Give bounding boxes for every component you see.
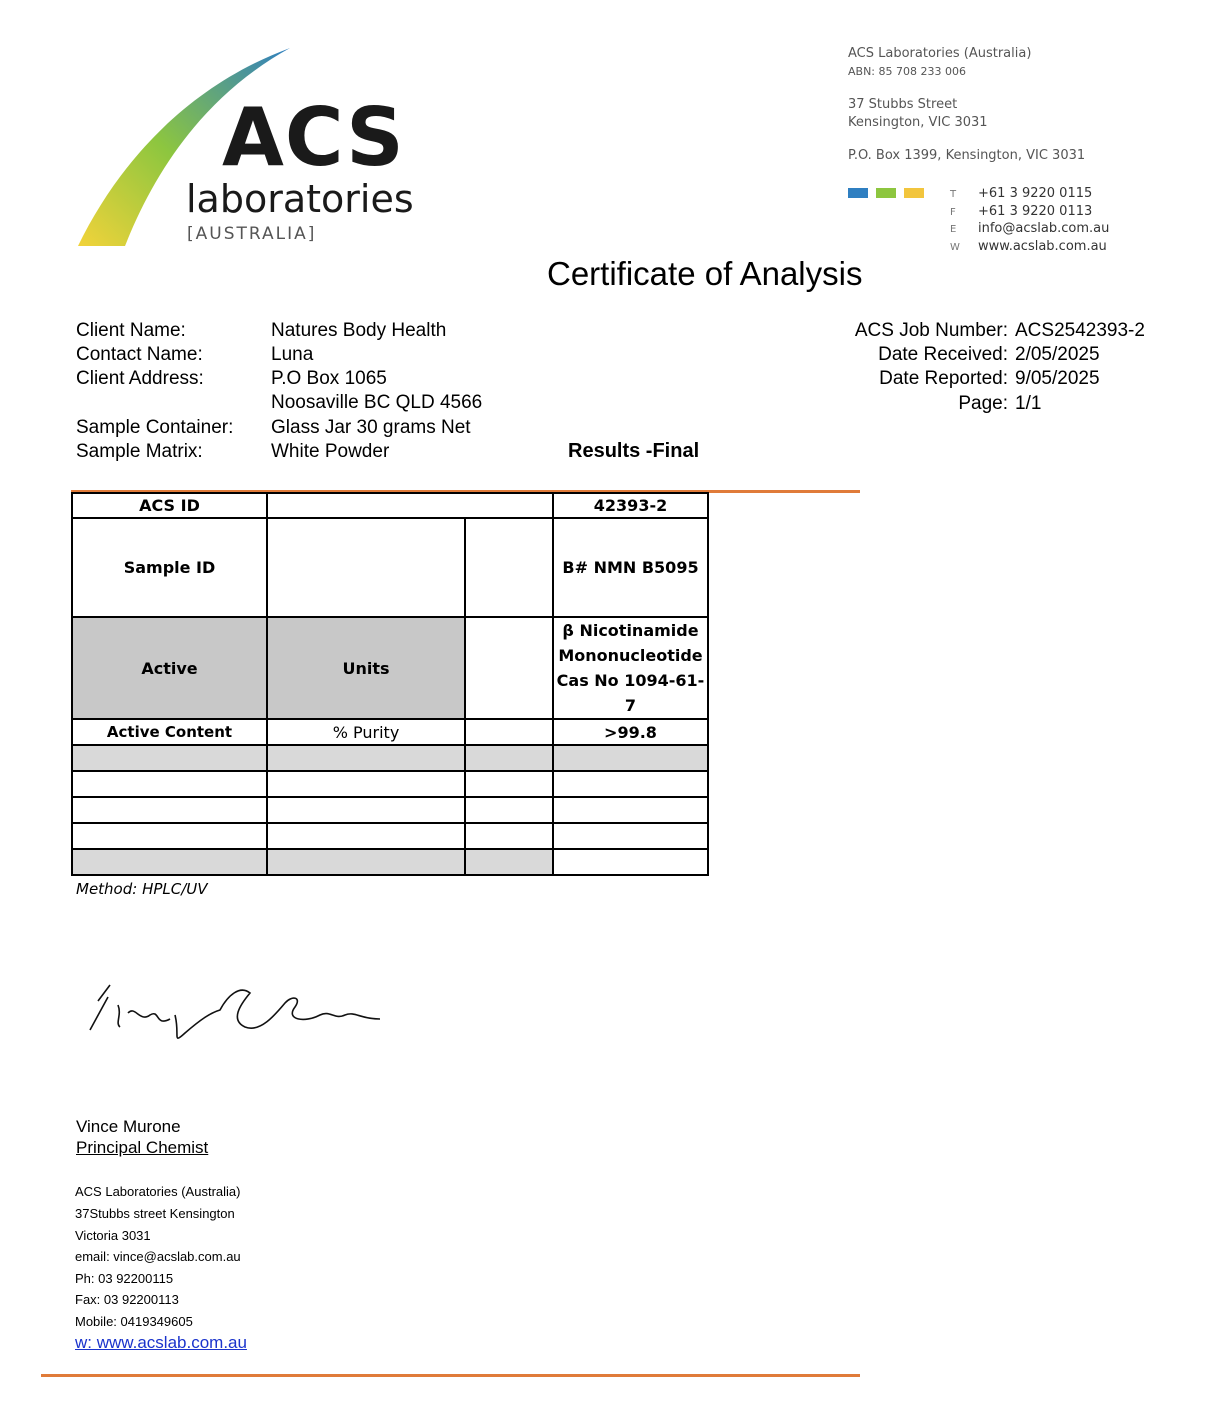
company-abn: ABN: 85 708 233 006	[848, 65, 966, 78]
table-cell	[465, 518, 553, 617]
table-row	[72, 797, 708, 823]
phone-label: T	[950, 189, 957, 200]
footer-fax: Fax: 03 92200113	[75, 1292, 179, 1307]
signature-image	[80, 975, 400, 1050]
table-cell	[267, 849, 465, 875]
acs-id-value: 42393-2	[553, 493, 708, 518]
method-note: Method: HPLC/UV	[76, 880, 208, 898]
footer-company: ACS Laboratories (Australia)	[75, 1184, 241, 1199]
date-received-value: 2/05/2025	[1015, 344, 1100, 365]
company-po-box: P.O. Box 1399, Kensington, VIC 3031	[848, 148, 1086, 163]
brand-swatch-yellow	[904, 188, 924, 198]
date-reported-value: 9/05/2025	[1015, 368, 1100, 389]
table-cell	[267, 745, 465, 771]
table-cell	[465, 849, 553, 875]
logo-region: [AUSTRALIA]	[187, 224, 317, 244]
footer-state: Victoria 3031	[75, 1228, 151, 1243]
table-cell	[267, 518, 465, 617]
fax-value: +61 3 9220 0113	[978, 204, 1093, 219]
company-street: 37 Stubbs Street	[848, 97, 958, 112]
footer-email: email: vince@acslab.com.au	[75, 1249, 241, 1264]
client-name-value: Natures Body Health	[271, 320, 447, 341]
signatory-name: Vince Murone	[76, 1117, 181, 1136]
table-cell	[553, 849, 708, 875]
table-cell	[72, 771, 267, 797]
active-content-units: % Purity	[267, 719, 465, 745]
table-row	[72, 617, 708, 719]
table-cell	[267, 771, 465, 797]
client-address-line2: Noosaville BC QLD 4566	[271, 392, 483, 413]
sample-id-value: B# NMN B5095	[553, 518, 708, 617]
page-label: Page:	[958, 393, 1008, 414]
table-cell	[553, 823, 708, 849]
footer-website-link[interactable]: w: www.acslab.com.au	[75, 1333, 247, 1352]
table-cell	[72, 745, 267, 771]
table-cell	[267, 493, 553, 518]
table-cell	[267, 823, 465, 849]
active-content-label: Active Content	[72, 719, 267, 745]
logo-wordmark: ACS	[222, 91, 405, 184]
sample-id-label: Sample ID	[72, 518, 267, 617]
compound-header	[553, 617, 708, 719]
signatory-title: Principal Chemist	[76, 1138, 209, 1157]
table-cell	[553, 771, 708, 797]
footer-mobile: Mobile: 0419349605	[75, 1314, 193, 1329]
results-table	[71, 492, 709, 876]
compound-name-line1: β Nicotinamide	[562, 621, 699, 640]
email-label: E	[950, 224, 957, 235]
table-cell	[72, 823, 267, 849]
table-row	[72, 719, 708, 745]
table-cell	[465, 771, 553, 797]
date-reported-label: Date Reported:	[879, 368, 1008, 389]
table-row	[72, 493, 708, 518]
contact-name-value: Luna	[271, 344, 314, 365]
phone-value: +61 3 9220 0115	[978, 186, 1093, 201]
table-cell	[72, 849, 267, 875]
table-cell	[553, 745, 708, 771]
web-label: W	[950, 242, 960, 253]
table-row	[72, 745, 708, 771]
company-suburb: Kensington, VIC 3031	[848, 115, 988, 130]
footer-phone: Ph: 03 92200115	[75, 1271, 174, 1286]
units-header: Units	[267, 617, 465, 719]
sample-matrix-value: White Powder	[271, 441, 390, 462]
date-received-label: Date Received:	[878, 344, 1008, 365]
fax-label: F	[950, 207, 956, 218]
table-row	[72, 823, 708, 849]
table-cell	[553, 797, 708, 823]
client-address-label: Client Address:	[76, 368, 204, 389]
results-heading: Results -Final	[568, 440, 700, 462]
company-name: ACS Laboratories (Australia)	[848, 46, 1032, 61]
company-logo	[70, 40, 490, 260]
footer-street: 37Stubbs street Kensington	[75, 1206, 235, 1221]
table-cell	[267, 797, 465, 823]
table-cell	[465, 745, 553, 771]
compound-name-line2: Mononucleotide	[558, 646, 703, 665]
table-cell	[465, 719, 553, 745]
table-row	[72, 849, 708, 875]
client-address-line1: P.O Box 1065	[271, 368, 387, 389]
brand-swatch-green	[876, 188, 896, 198]
active-content-value: >99.8	[553, 719, 708, 745]
table-cell	[72, 797, 267, 823]
active-header: Active	[72, 617, 267, 719]
sample-container-value: Glass Jar 30 grams Net	[271, 417, 471, 438]
contact-name-label: Contact Name:	[76, 344, 203, 365]
logo-subtitle: laboratories	[186, 177, 414, 221]
table-row	[72, 771, 708, 797]
client-name-label: Client Name:	[76, 320, 186, 341]
email-value: info@acslab.com.au	[978, 221, 1110, 236]
page-value: 1/1	[1015, 393, 1042, 414]
bottom-divider	[41, 1374, 860, 1377]
job-number-label: ACS Job Number:	[854, 320, 1008, 341]
table-row	[72, 518, 708, 617]
acs-id-label: ACS ID	[72, 493, 267, 518]
document-title: Certificate of Analysis	[547, 255, 863, 292]
sample-matrix-label: Sample Matrix:	[76, 441, 203, 462]
compound-cas-number: Cas No 1094-61-7	[556, 671, 705, 715]
table-cell	[465, 823, 553, 849]
web-value: www.acslab.com.au	[978, 239, 1107, 254]
job-number-value: ACS2542393-2	[1015, 320, 1145, 341]
sample-container-label: Sample Container:	[76, 417, 234, 438]
table-cell	[465, 617, 553, 719]
brand-swatch-blue	[848, 188, 868, 198]
table-cell	[465, 797, 553, 823]
